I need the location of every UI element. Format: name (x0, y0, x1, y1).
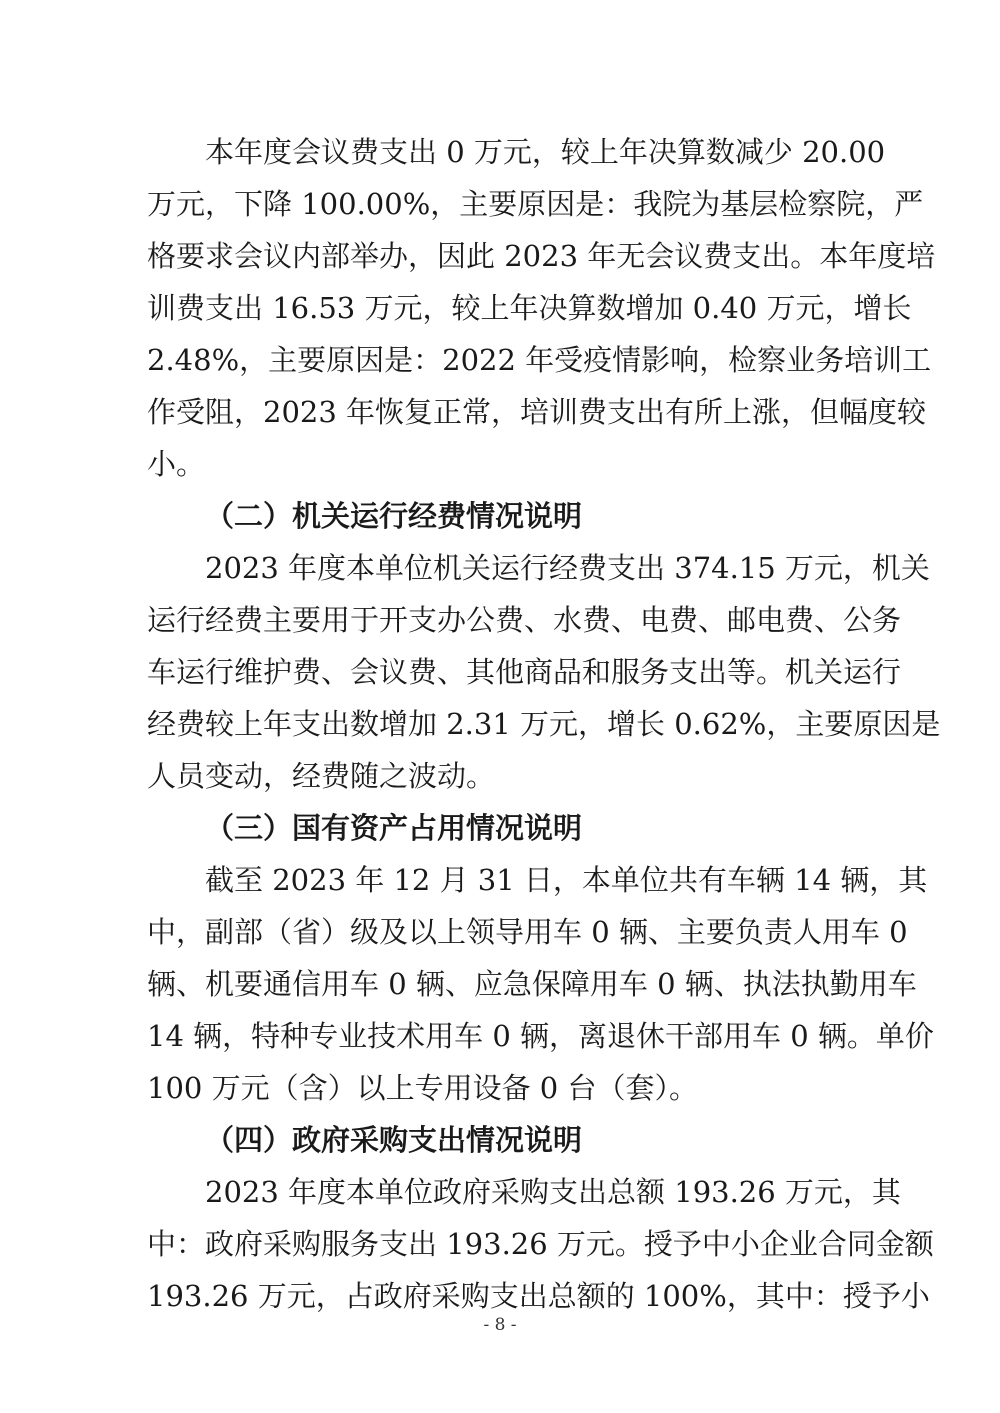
page-number: - 8 - (483, 1315, 517, 1335)
paragraph-line: 中：政府采购服务支出 193.26 万元。授予中小企业合同金额 (147, 1227, 934, 1261)
paragraph-line: 作受阻，2023 年恢复正常，培训费支出有所上涨，但幅度较 (147, 395, 927, 429)
paragraph-line: 万元，下降 100.00%，主要原因是：我院为基层检察院，严 (147, 187, 924, 221)
paragraph-line: 运行经费主要用于开支办公费、水费、电费、邮电费、公务 (147, 603, 902, 637)
paragraph-line: 193.26 万元，占政府采购支出总额的 100%，其中：授予小 (147, 1279, 930, 1313)
paragraph-line: 辆、机要通信用车 0 辆、应急保障用车 0 辆、执法执勤用车 (147, 967, 917, 1001)
paragraph-line: 2023 年度本单位政府采购支出总额 193.26 万元，其 (205, 1175, 901, 1209)
paragraph-line: 车运行维护费、会议费、其他商品和服务支出等。机关运行 (147, 655, 902, 689)
paragraph-line: 2.48%，主要原因是：2022 年受疫情影响，检察业务培训工 (147, 343, 932, 377)
paragraph-line: 人员变动，经费随之波动。 (147, 759, 496, 793)
section-heading: （二）机关运行经费情况说明 (205, 499, 583, 533)
paragraph-line: 小。 (147, 447, 206, 481)
section-heading: （四）政府采购支出情况说明 (205, 1123, 583, 1157)
paragraph-line: 中，副部（省）级及以上领导用车 0 辆、主要负责人用车 0 (147, 915, 908, 949)
paragraph-line: 2023 年度本单位机关运行经费支出 374.15 万元，机关 (205, 551, 930, 585)
paragraph-line: 经费较上年支出数增加 2.31 万元，增长 0.62%，主要原因是 (147, 707, 941, 741)
paragraph-line: 100 万元（含）以上专用设备 0 台（套）。 (147, 1071, 698, 1105)
paragraph-line: 14 辆，特种专业技术用车 0 辆，离退休干部用车 0 辆。单价 (147, 1019, 934, 1053)
section-heading: （三）国有资产占用情况说明 (205, 811, 583, 845)
paragraph-line: 训费支出 16.53 万元，较上年决算数增加 0.40 万元，增长 (147, 291, 912, 325)
paragraph-line: 截至 2023 年 12 月 31 日，本单位共有车辆 14 辆，其 (205, 863, 928, 897)
paragraph-line: 本年度会议费支出 0 万元，较上年决算数减少 20.00 (205, 135, 886, 169)
paragraph-line: 格要求会议内部举办，因此 2023 年无会议费支出。本年度培 (147, 239, 936, 273)
